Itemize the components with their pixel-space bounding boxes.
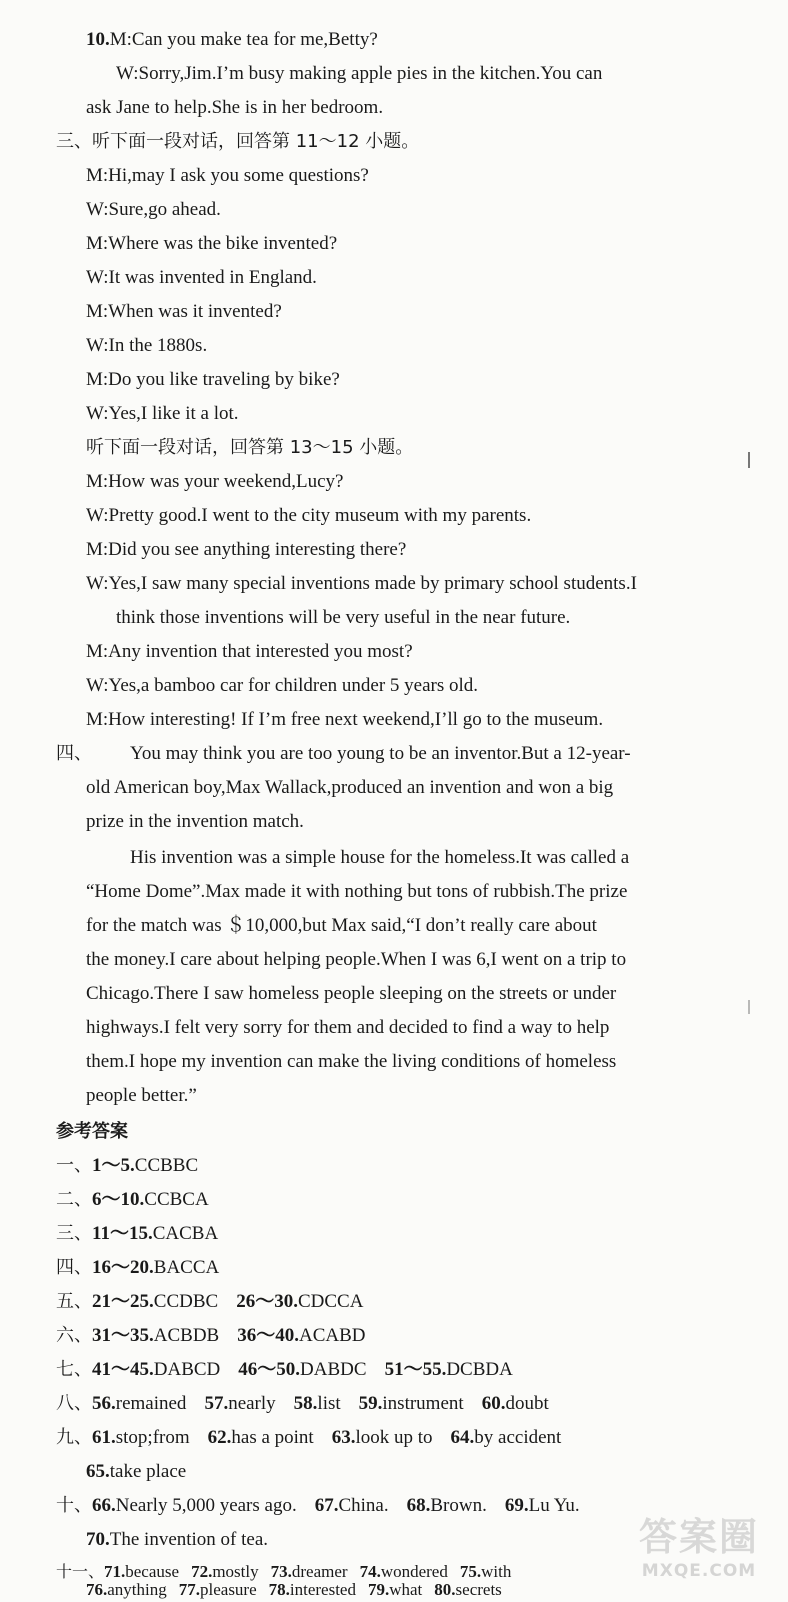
answer-word: by accident <box>474 1427 562 1448</box>
answer-word: mostly <box>212 1562 259 1581</box>
answer-range: 36～40. <box>237 1325 299 1346</box>
answer-letters: CDCCA <box>297 1291 364 1312</box>
dialog-line: M:How interesting! If I’m free next weekend,I’ll go to the museum. <box>86 709 604 730</box>
answer-number: 71. <box>104 1562 126 1581</box>
scan-mark <box>748 452 750 468</box>
answer-number: 80. <box>434 1580 456 1599</box>
answer-word: nearly <box>228 1393 276 1414</box>
answer-number: 56. <box>92 1393 116 1414</box>
dialog-line: W:Sure,go ahead. <box>86 199 221 220</box>
answer-row <box>56 1324 366 1348</box>
answer-letters: CACBA <box>152 1223 219 1244</box>
answer-letters: CCDBC <box>153 1291 219 1312</box>
answer-row <box>56 1494 580 1518</box>
answer-number: 76. <box>86 1580 108 1599</box>
watermark-url: MXQE.COM <box>641 1561 757 1581</box>
row-prefix: 九、 <box>56 1427 92 1448</box>
answer-word: remained <box>115 1393 187 1414</box>
paragraph-line: prize in the invention match. <box>86 811 304 832</box>
answer-number: 61. <box>92 1427 116 1448</box>
row-prefix: 一、 <box>56 1155 92 1176</box>
answers-title: 参考答案 <box>56 1121 128 1142</box>
answer-word: Brown. <box>430 1495 487 1516</box>
dialog-line: W:It was invented in England. <box>86 267 317 288</box>
section3-subheading: 听下面一段对话，回答第 13～15 小题。 <box>86 437 414 458</box>
dialog-line: W:Yes,I like it a lot. <box>86 403 239 424</box>
answer-row <box>56 1222 218 1246</box>
dialog10-w-line2: ask Jane to help.She is in her bedroom. <box>86 97 384 118</box>
answer-word: dreamer <box>291 1562 348 1581</box>
answer-row <box>56 1188 209 1212</box>
answer-number: 75. <box>459 1562 482 1581</box>
answer-number: 72. <box>191 1562 213 1581</box>
answer-letters: DABDC <box>300 1359 367 1380</box>
answer-word: look up to <box>355 1427 433 1448</box>
answer-row <box>56 1256 219 1280</box>
paragraph-line: highways.I felt very sorry for them and decided to find a way to help <box>86 1017 610 1038</box>
dialog-text: M:Can you make tea for me,Betty? <box>109 29 378 50</box>
dialog-line: M:How was your weekend,Lucy? <box>86 471 344 492</box>
answer-word: list <box>317 1393 341 1414</box>
answer-word: secrets <box>455 1580 502 1599</box>
dialog-line: M:Did you see anything interesting there? <box>86 539 407 560</box>
answer-number: 58. <box>293 1393 318 1414</box>
paragraph-line: them.I hope my invention can make the living conditions of homeless <box>86 1051 617 1072</box>
paragraph-line: people better.” <box>86 1085 197 1106</box>
answer-range: 16～20. <box>92 1257 154 1278</box>
row-prefix: 二、 <box>56 1189 92 1210</box>
answer-range: 6～10. <box>92 1189 145 1210</box>
answer-word: because <box>125 1562 180 1581</box>
answer-number: 74. <box>359 1562 381 1581</box>
answer-row <box>56 1392 549 1416</box>
answer-letters: BACCA <box>153 1257 220 1278</box>
row-prefix: 十一、 <box>56 1562 105 1581</box>
dialog-line: M:Where was the bike invented? <box>86 233 338 254</box>
answer-word: wondered <box>380 1562 448 1581</box>
answer-word: China. <box>338 1495 389 1516</box>
answer-range: 26～30. <box>236 1291 298 1312</box>
paragraph-line: old American boy,Max Wallack,produced an invention and won a big <box>86 777 614 798</box>
dialog-line: think those inventions will be very useful in the near future. <box>116 607 571 628</box>
answer-number: 78. <box>268 1580 290 1599</box>
answer-number: 73. <box>270 1562 292 1581</box>
answer-number: 60. <box>481 1393 506 1414</box>
answer-range: 21～25. <box>92 1291 154 1312</box>
section3-heading: 三、听下面一段对话，回答第 11～12 小题。 <box>56 131 420 152</box>
answer-word: interested <box>289 1580 356 1599</box>
dialog-line: W:Yes,a bamboo car for children under 5 years old. <box>86 675 479 696</box>
answer-word: what <box>389 1580 423 1599</box>
answer-row <box>56 1154 198 1178</box>
dialog-line: M:Hi,may I ask you some questions? <box>86 165 369 186</box>
paragraph-line: for the match was ＄10,000,but Max said,“I don’t really care about <box>86 915 597 936</box>
answer-range: 51～55. <box>384 1359 447 1380</box>
answer-range: 41～45. <box>92 1359 154 1380</box>
row-prefix: 三、 <box>56 1223 92 1244</box>
answer-word: Nearly 5,000 years ago. <box>115 1495 297 1516</box>
answer-range: 46～50. <box>238 1359 301 1380</box>
answer-word: take place <box>109 1461 187 1482</box>
answer-number: 67. <box>314 1495 339 1516</box>
section4-label: 四、 <box>56 743 92 764</box>
answer-range: 1～5. <box>92 1155 135 1176</box>
answer-word: stop;from <box>115 1427 190 1448</box>
answer-number: 65. <box>86 1461 110 1482</box>
dialog-line: M:When was it invented? <box>86 301 282 322</box>
answer-row <box>56 1290 363 1314</box>
answer-word: with <box>481 1562 512 1581</box>
row-prefix: 八、 <box>56 1393 92 1414</box>
answer-number: 59. <box>358 1393 383 1414</box>
answer-number: 64. <box>450 1427 475 1448</box>
answer-word: has a point <box>231 1427 314 1448</box>
answer-row <box>86 1578 502 1602</box>
dialog-line: W:Yes,I saw many special inventions made by primary school students.I <box>86 573 637 594</box>
watermark-logo: 答案圈 <box>638 1515 759 1559</box>
answer-word: pleasure <box>200 1580 257 1599</box>
answer-number: 69. <box>504 1495 529 1516</box>
dialog-line: W:In the 1880s. <box>86 335 208 356</box>
row-prefix: 四、 <box>56 1257 92 1278</box>
paragraph-line: You may think you are too young to be an inventor.But a 12-year- <box>130 743 631 764</box>
answer-letters: CCBBC <box>134 1155 199 1176</box>
answer-letters: CCBCA <box>144 1189 209 1210</box>
answer-word: The invention of tea. <box>109 1529 269 1550</box>
answer-number: 66. <box>92 1495 116 1516</box>
answer-row <box>86 1460 186 1484</box>
paragraph-line: His invention was a simple house for the homeless.It was called a <box>130 847 630 868</box>
dialog10-w-line1: W:Sorry,Jim.I’m busy making apple pies in the kitchen.You can <box>116 63 603 84</box>
answer-row <box>56 1426 561 1450</box>
scan-mark <box>748 1000 750 1014</box>
answer-letters: ACABD <box>299 1325 366 1346</box>
paragraph-line: “Home Dome”.Max made it with nothing but tons of rubbish.The prize <box>86 881 628 902</box>
row-prefix: 六、 <box>56 1325 92 1346</box>
answer-row <box>86 1528 268 1552</box>
answer-number: 70. <box>86 1529 110 1550</box>
answer-number: 62. <box>207 1427 232 1448</box>
answer-word: instrument <box>382 1393 464 1414</box>
answer-number: 68. <box>406 1495 431 1516</box>
answer-letters: DCBDA <box>446 1359 513 1380</box>
answer-number: 57. <box>204 1393 229 1414</box>
answer-number: 79. <box>367 1580 390 1599</box>
dialog-line: W:Pretty good.I went to the city museum with my parents. <box>86 505 532 526</box>
answer-word: doubt <box>505 1393 549 1414</box>
answer-word: Lu Yu. <box>528 1495 580 1516</box>
question-number: 10. <box>86 29 110 50</box>
paragraph-line: Chicago.There I saw homeless people sleeping on the streets or under <box>86 983 617 1004</box>
answer-range: 31～35. <box>92 1325 154 1346</box>
answer-word: anything <box>107 1580 167 1599</box>
answer-letters: ACBDB <box>153 1325 220 1346</box>
row-prefix: 七、 <box>56 1359 92 1380</box>
dialog-line: M:Do you like traveling by bike? <box>86 369 340 390</box>
answer-row <box>56 1358 513 1382</box>
dialog10-m-line <box>86 28 378 52</box>
dialog-line: M:Any invention that interested you most? <box>86 641 413 662</box>
answer-number: 77. <box>178 1580 200 1599</box>
answer-number: 63. <box>331 1427 356 1448</box>
paragraph-line: the money.I care about helping people.When I was 6,I went on a trip to <box>86 949 627 970</box>
answer-letters: DABCD <box>153 1359 221 1380</box>
watermark <box>624 1506 774 1592</box>
answer-range: 11～15. <box>92 1223 153 1244</box>
row-prefix: 五、 <box>56 1291 92 1312</box>
row-prefix: 十、 <box>56 1495 92 1516</box>
